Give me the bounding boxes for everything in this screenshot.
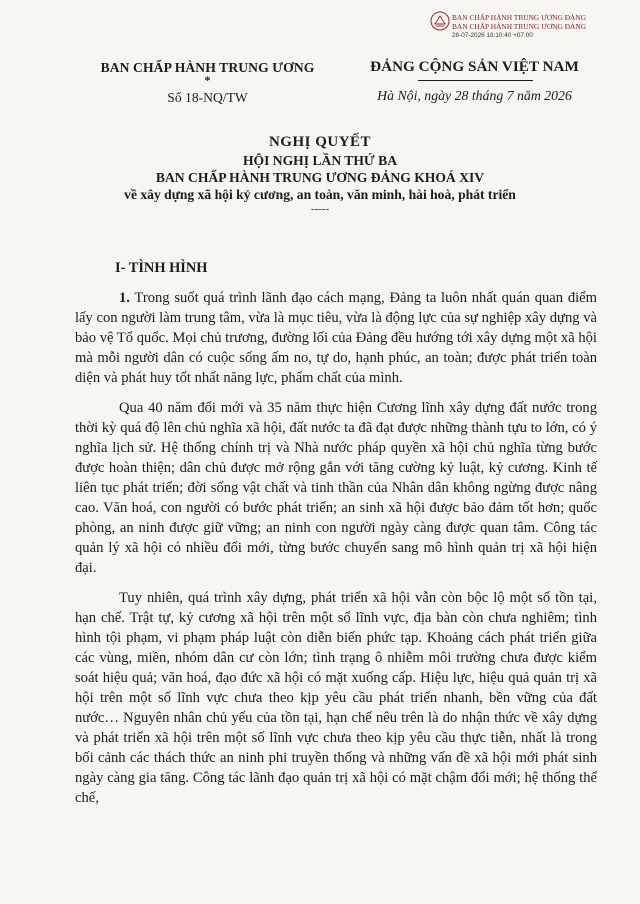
document-number: Số 18-NQ/TW bbox=[167, 90, 248, 105]
issuing-body: BAN CHẤP HÀNH TRUNG ƯƠNG bbox=[100, 60, 315, 75]
document-body bbox=[75, 288, 597, 808]
document-type: NGHỊ QUYẾT bbox=[268, 134, 372, 150]
digital-signature-stamp bbox=[452, 10, 628, 50]
paragraph-1-text: Trong suốt quá trình lãnh đạo cách mạng, Đảng ta luôn nhất quán quan điểm lấy con người làm trung tâm, vừa là mục tiêu, vừa là động lực của sự nghiệp xây dựng và bảo vệ Tổ quốc. Mọi chủ trương, đường lối của Đảng đều hướng tới xây dựng một xã hội mà mỗi người dân có cuộc sống ấm no, tự do, hạnh phúc, an toàn; được phát triển toàn diện và phát huy tốt nhất năng lực, phẩm chất của mình. bbox=[75, 290, 597, 386]
paragraph-2: Qua 40 năm đổi mới và 35 năm thực hiện Cương lĩnh xây dựng đất nước trong thời kỳ quá độ lên chủ nghĩa xã hội, đất nước ta đã đạt được những thành tựu to lớn, có ý nghĩa lịch sử. Hệ thống chính trị và Nhà nước pháp quyền xã hội chủ nghĩa từng bước được hoàn thiện; dân chủ được mở rộng gắn với tăng cường kỷ luật, kỷ cương. Kinh tế liên tục phát triển; đời sống vật chất và tinh thần của Nhân dân không ngừng được nâng cao. Văn hoá, con người có bước phát triển; an sinh xã hội được bảo đảm tốt hơn; quốc phòng, an ninh được giữ vững; an ninh con người ngày càng được quan tâm. Công tác quản lý xã hội có nhiều đổi mới, từng bước chuyển sang mô hình quản trị xã hội hiện đại. bbox=[75, 400, 597, 576]
stamp-timestamp: 28-07-2026 18:10:40 +07:00 bbox=[452, 32, 533, 39]
party-name-underline bbox=[418, 80, 533, 81]
section-heading: I- TÌNH HÌNH bbox=[115, 260, 208, 276]
stamp-org-line: BAN CHẤP HÀNH TRUNG ƯƠNG ĐẢNG bbox=[452, 13, 587, 22]
paragraph-number: 1. bbox=[119, 290, 130, 306]
document-subject: về xây dựng xã hội kỷ cương, an toàn, văn minh, hài hoà, phát triển bbox=[124, 187, 516, 202]
document-title-block bbox=[70, 133, 570, 214]
conference-name: HỘI NGHỊ LẦN THỨ BA bbox=[242, 153, 398, 168]
paragraph-1 bbox=[75, 288, 597, 388]
header-star: * bbox=[204, 73, 211, 87]
party-name: ĐẢNG CỘNG SẢN VIỆT NAM bbox=[370, 58, 579, 75]
title-separator: ----- bbox=[310, 203, 330, 215]
paragraph-3: Tuy nhiên, quá trình xây dựng, phát triển xã hội vẫn còn bộc lộ một số tồn tại, hạn chế. Trật tự, kỷ cương xã hội trên một số lĩnh vực, địa bàn còn chưa nghiêm; tình hình tội phạm, vi phạm pháp luật còn diễn biến phức tạp. Khoảng cách phát triển giữa các vùng, miền, nhóm dân cư còn lớn; tình trạng ô nhiễm môi trường chưa được kiểm soát hiệu quả; văn hoá, đạo đức xã hội có mặt xuống cấp. Hiệu lực, hiệu quả quản trị xã hội trên một số lĩnh vực chưa theo kịp yêu cầu phát triển nhanh, bền vững của đất nước… Nguyên nhân chủ yếu của tồn tại, hạn chế nêu trên là do nhận thức về xây dựng và phát triển xã hội trên một số lĩnh vực chưa theo kịp yêu cầu thực tiễn, nhất là trong bối cảnh các thách thức an ninh phi truyền thống và những vấn đề xã hội mới phát sinh ngày càng gia tăng. Công tác lãnh đạo quản trị xã hội có mặt chậm đổi mới; hệ thống thể chế, bbox=[75, 590, 597, 806]
party-emblem-icon bbox=[430, 11, 450, 31]
place-and-date: Hà Nội, ngày 28 tháng 7 năm 2026 bbox=[377, 88, 572, 103]
committee-name: BAN CHẤP HÀNH TRUNG ƯƠNG ĐẢNG KHOÁ XIV bbox=[155, 170, 485, 185]
stamp-org-line-2: BAN CHẤP HÀNH TRUNG ƯƠNG ĐẢNG bbox=[452, 22, 587, 31]
